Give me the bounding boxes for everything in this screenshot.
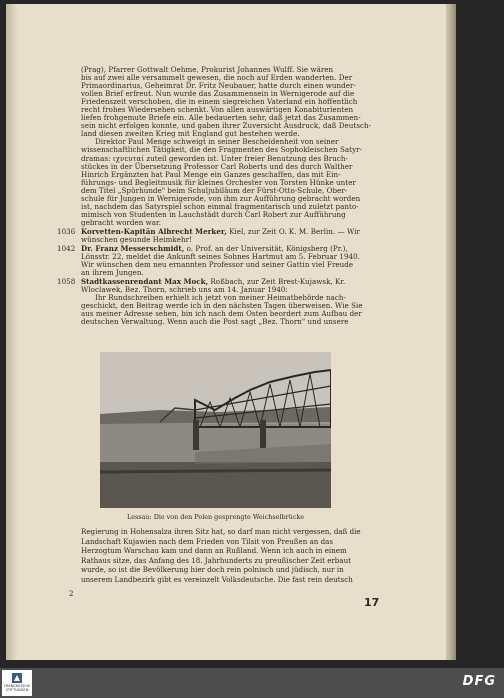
viewer-footer bbox=[0, 668, 504, 698]
text-line: geschickt, den Beitrag werde ich in den nächsten Tagen überweisen. Wie Sie bbox=[81, 301, 363, 311]
page-text-top bbox=[57, 65, 378, 327]
text-line: dem Titel „Spürhunde" beim Schuljubiläum der Fürst-Otto-Schule, Ober- bbox=[81, 185, 348, 195]
text-line: (Prag), Pfarrer Gottwalt Oehme, Prokurist Johannes Wulff. Sie wären bbox=[81, 65, 334, 74]
entry-number: 1036 bbox=[57, 226, 76, 236]
entry-name: Korvetten-Kapitän Albrecht Merker, bbox=[81, 226, 227, 236]
text-line: mimisch von Studenten in Lauchstädt durch Carl Robert zur Aufführung bbox=[81, 209, 346, 219]
continuation-paragraph bbox=[81, 527, 377, 585]
text-line: Wir wünschen dem neu ernannten Professor und seiner Gattin viel Freude bbox=[81, 260, 354, 270]
text-line: recht frohes Wiedersehen schenkt. Von allen auswärtigen Konabiturienten bbox=[81, 105, 354, 115]
entries-list bbox=[57, 226, 378, 327]
text-line: wünschen gesunde Heimkehr! bbox=[81, 234, 192, 244]
entry-name: Stadtkassenrendant Max Mock, bbox=[81, 277, 209, 287]
entry-number: 1058 bbox=[57, 277, 76, 287]
bridge-illustration bbox=[100, 352, 331, 508]
text-line: unserem Landbezirk gibt es vereinzelt Volksdeutsche. Die fast rein deutsch bbox=[81, 574, 353, 584]
intro-paragraph bbox=[81, 66, 378, 227]
member-entry bbox=[57, 277, 378, 327]
text-line: Direktor Paul Menge schweigt in seiner Bescheidenheit von seiner bbox=[95, 137, 339, 147]
signature-mark: 2 bbox=[69, 590, 74, 598]
text-line: aus meiner Adresse sehen, bin ich nach dem Osten beordert zum Aufbau der bbox=[81, 309, 362, 319]
entry-text: o. Prof. an der Universität, Königsberg (Pr.), bbox=[184, 244, 348, 254]
entry-text: Kiel, zur Zeit O. K. M. Berlin. — Wir bbox=[226, 226, 361, 236]
text-line: deutschen Verwaltung. Wenn auch die Post sagt „Bez. Thorn" und unsere bbox=[81, 317, 349, 327]
text-line: gebracht worden war. bbox=[81, 217, 162, 227]
member-entry bbox=[57, 244, 378, 278]
photo-caption: Lessau: Die von den Polen gesprengte Weichselbrücke bbox=[127, 513, 304, 521]
text-line: stückes in der Übersetzung Professor Carl Roberts und des durch Walther bbox=[81, 161, 353, 171]
text-line: bis auf zwei alle versammelt gewesen, die noch auf Erden wanderten. Der bbox=[81, 73, 353, 83]
text-line: an ihrem Jungen. bbox=[81, 268, 144, 278]
text-line: wissenschaftlichen Tätigkeit, die den Fragmenten des Sophokleischen Satyr- bbox=[81, 145, 363, 155]
page-gutter-shadow bbox=[6, 4, 18, 660]
text-line: Lönsstr. 22, meldet die Ankunft seines Sohnes Hartmut am 5. Februar 1940. bbox=[81, 252, 360, 262]
text-line: Primaordinarius, Geheimrat Dr. Fritz Neubauer, hatte durch einen wunder- bbox=[81, 81, 356, 91]
dfg-logo[interactable]: DFG bbox=[462, 674, 496, 689]
text-line: Herzogtum Warschau kam und dann an Rußland. Wenn ich auch in einem bbox=[81, 546, 347, 556]
text-line: liefen frohgemute Briefe ein. Alle bedauerten sehr, daß jetzt das Zusammen- bbox=[81, 113, 361, 123]
text-line: ist, nachdem das Satyrspiel schon einmal fragmentarisch und zuletzt panto- bbox=[81, 201, 359, 211]
text-line: führungs- und Begleitmusik für kleines Orchester von Torsten Hünke unter bbox=[81, 177, 356, 187]
text-line: Friedenszeit verschoben, die in einem siegreichen Vaterland ein hoffentlich bbox=[81, 97, 358, 107]
page-number: 17 bbox=[364, 596, 380, 609]
library-logo[interactable] bbox=[2, 670, 32, 696]
text-line: wurde, so ist die Bevölkerung hier doch rein polnisch und jüdisch, nur in bbox=[81, 565, 344, 575]
text-line: sein nicht erfolgen konnte, und gaben ihrer Zuversicht Ausdruck, daß Deutsch- bbox=[81, 121, 372, 131]
text-line: Hinrich Ergänzten hat Paul Menge ein Ganzes geschaffen, das mit Ein- bbox=[81, 169, 341, 179]
text-line: dramas: ιχνευταί zuteil geworden ist. Unter freier Benutzung des Bruch- bbox=[81, 153, 348, 163]
text-line: Rathaus sitze, das Anfang des 18. Jahrhunderts zu preußischer Zeit erbaut bbox=[81, 555, 351, 565]
text-line: schule für Jungen in Wernigerode, von ihm zur Aufführung gebracht worden bbox=[81, 193, 361, 203]
text-line: Wloclawek, Bez. Thorn, schrieb uns am 14. Januar 1940: bbox=[81, 285, 288, 295]
member-entry bbox=[57, 226, 378, 244]
entry-text: Roßbach, zur Zeit Brest-Kujawsk, Kr. bbox=[208, 277, 346, 287]
entry-number: 1042 bbox=[57, 244, 76, 254]
text-line: Ihr Rundschreiben erhielt ich jetzt von meiner Heimatbehörde nach- bbox=[95, 293, 346, 303]
page-edge bbox=[446, 4, 456, 660]
text-line: Regierung in Hohensalza ihren Sitz hat, so darf man nicht vergessen, daß die bbox=[81, 527, 361, 536]
text-line: Landschaft Kujawien nach dem Frieden von Tilsit von Preußen an das bbox=[81, 536, 333, 546]
text-line: land diesen zweiten Krieg mit England gut bestehen werde. bbox=[81, 129, 300, 139]
library-logo-icon bbox=[2, 671, 32, 685]
entry-name: Dr. Franz Messerschmidt, bbox=[81, 244, 185, 254]
bridge-photo bbox=[100, 352, 331, 508]
library-logo-text: FRANCKESCHE STIFTUNGEN bbox=[3, 684, 31, 692]
text-line: vollen Brief erfreut. Nun wurde das Zusammensein in Wernigerode auf die bbox=[81, 89, 355, 99]
